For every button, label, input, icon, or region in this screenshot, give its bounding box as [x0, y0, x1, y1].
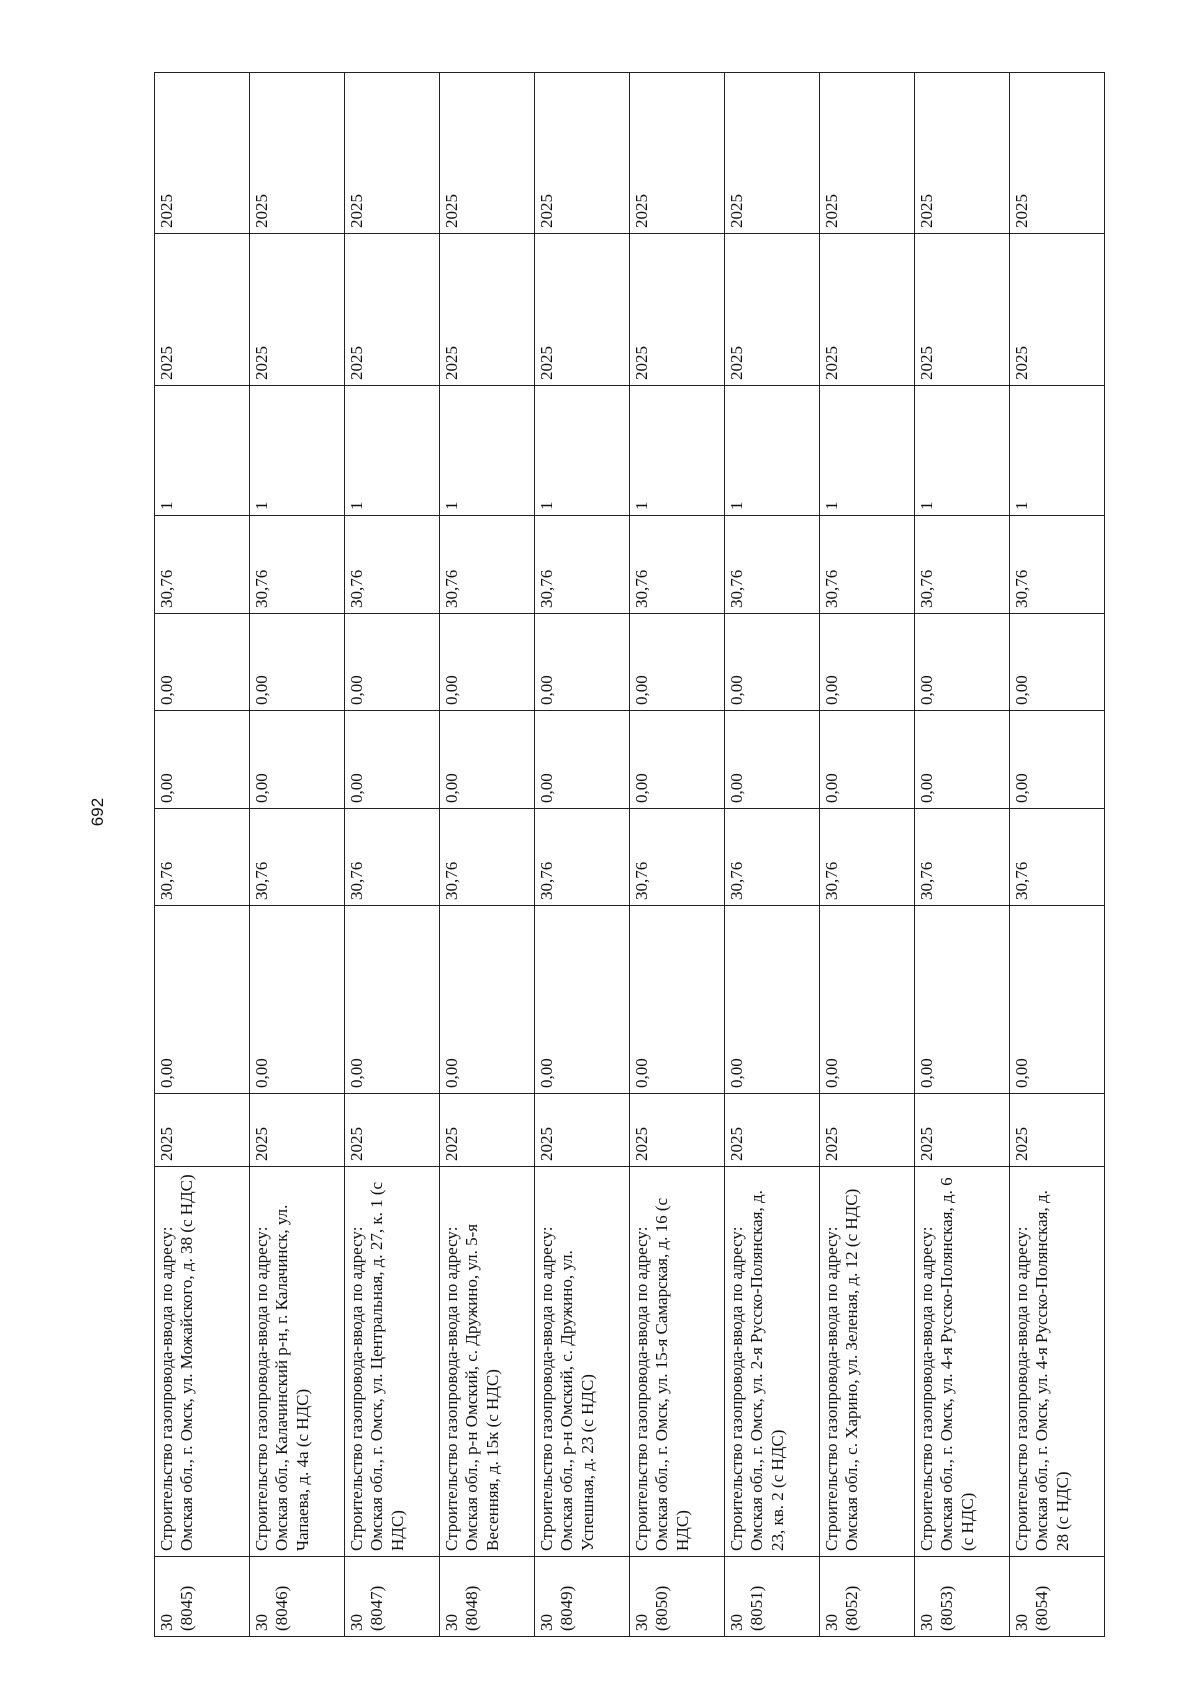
row-number-cell: 30 (8053) — [915, 1557, 1010, 1637]
year-cell-1: 2025 — [630, 234, 725, 386]
table-row — [1010, 73, 1105, 1637]
value-cell-5: 30,76 — [725, 516, 820, 614]
year-cell-2: 2025 — [345, 73, 440, 234]
table-row — [630, 73, 725, 1637]
project-name-cell: Строительство газопровода-ввода по адресу: Омская обл., г. Омск, ул. 2-я Русско-Полянская, д. 23, кв. 2 (с НДС) — [725, 1167, 820, 1557]
project-name-cell: Строительство газопровода-ввода по адресу: Омская обл., г. Омск, ул. 15-я Самарская, д. 16 (с НДС) — [630, 1167, 725, 1557]
quantity-cell: 1 — [155, 386, 250, 516]
value-cell-2: 30,76 — [915, 809, 1010, 906]
row-number-cell: 30 (8050) — [630, 1557, 725, 1637]
value-cell-3: 0,00 — [440, 711, 535, 809]
row-number-cell: 30 (8048) — [440, 1557, 535, 1637]
value-cell-1: 0,00 — [915, 906, 1010, 1094]
value-cell-5: 30,76 — [345, 516, 440, 614]
year-cell-2: 2025 — [250, 73, 345, 234]
start-year-cell: 2025 — [915, 1094, 1010, 1167]
project-name-cell: Строительство газопровода-ввода по адресу: Омская обл., р-н Омский, с. Дружино, ул. 5-я Весенняя, д. 15к (с НДС) — [440, 1167, 535, 1557]
value-cell-3: 0,00 — [820, 711, 915, 809]
year-cell-1: 2025 — [250, 234, 345, 386]
value-cell-4: 0,00 — [725, 614, 820, 711]
value-cell-4: 0,00 — [820, 614, 915, 711]
year-cell-1: 2025 — [535, 234, 630, 386]
start-year-cell: 2025 — [725, 1094, 820, 1167]
year-cell-2: 2025 — [440, 73, 535, 234]
value-cell-1: 0,00 — [820, 906, 915, 1094]
value-cell-2: 30,76 — [155, 809, 250, 906]
year-cell-2: 2025 — [915, 73, 1010, 234]
value-cell-5: 30,76 — [535, 516, 630, 614]
project-name-cell: Строительство газопровода-ввода по адресу: Омская обл., р-н Омский, с. Дружино, ул. Успешная, д. 23 (с НДС) — [535, 1167, 630, 1557]
table-row — [915, 73, 1010, 1637]
value-cell-5: 30,76 — [155, 516, 250, 614]
start-year-cell: 2025 — [820, 1094, 915, 1167]
value-cell-3: 0,00 — [1010, 711, 1105, 809]
value-cell-2: 30,76 — [250, 809, 345, 906]
table-row — [345, 73, 440, 1637]
value-cell-4: 0,00 — [915, 614, 1010, 711]
start-year-cell: 2025 — [440, 1094, 535, 1167]
row-number-cell: 30 (8051) — [725, 1557, 820, 1637]
value-cell-2: 30,76 — [630, 809, 725, 906]
quantity-cell: 1 — [1010, 386, 1105, 516]
row-number-cell: 30 (8047) — [345, 1557, 440, 1637]
value-cell-3: 0,00 — [725, 711, 820, 809]
value-cell-2: 30,76 — [820, 809, 915, 906]
value-cell-2: 30,76 — [535, 809, 630, 906]
value-cell-4: 0,00 — [345, 614, 440, 711]
value-cell-5: 30,76 — [440, 516, 535, 614]
quantity-cell: 1 — [345, 386, 440, 516]
value-cell-4: 0,00 — [630, 614, 725, 711]
value-cell-1: 0,00 — [535, 906, 630, 1094]
value-cell-3: 0,00 — [250, 711, 345, 809]
value-cell-3: 0,00 — [155, 711, 250, 809]
year-cell-2: 2025 — [820, 73, 915, 234]
value-cell-5: 30,76 — [1010, 516, 1105, 614]
value-cell-5: 30,76 — [250, 516, 345, 614]
year-cell-2: 2025 — [535, 73, 630, 234]
project-name-cell: Строительство газопровода-ввода по адресу: Омская обл., г. Омск, ул. Центральная, д. 27, к. 1 (с НДС) — [345, 1167, 440, 1557]
row-number-cell: 30 (8049) — [535, 1557, 630, 1637]
quantity-cell: 1 — [440, 386, 535, 516]
value-cell-1: 0,00 — [250, 906, 345, 1094]
value-cell-1: 0,00 — [155, 906, 250, 1094]
year-cell-2: 2025 — [725, 73, 820, 234]
value-cell-4: 0,00 — [250, 614, 345, 711]
document-table-frame — [154, 73, 1072, 1637]
year-cell-1: 2025 — [155, 234, 250, 386]
row-number-cell: 30 (8054) — [1010, 1557, 1105, 1637]
quantity-cell: 1 — [725, 386, 820, 516]
table-row — [535, 73, 630, 1637]
project-name-cell: Строительство газопровода-ввода по адресу: Омская обл., г. Омск, ул. 4-я Русско-Полянская, д. 28 (с НДС) — [1010, 1167, 1105, 1557]
year-cell-1: 2025 — [440, 234, 535, 386]
value-cell-3: 0,00 — [915, 711, 1010, 809]
value-cell-1: 0,00 — [345, 906, 440, 1094]
start-year-cell: 2025 — [155, 1094, 250, 1167]
project-name-cell: Строительство газопровода-ввода по адресу: Омская обл., г. Омск, ул. 4-я Русско-Полянская, д. 6 (с НДС) — [915, 1167, 1010, 1557]
table-row — [820, 73, 915, 1637]
quantity-cell: 1 — [820, 386, 915, 516]
value-cell-5: 30,76 — [630, 516, 725, 614]
year-cell-2: 2025 — [155, 73, 250, 234]
value-cell-4: 0,00 — [440, 614, 535, 711]
quantity-cell: 1 — [915, 386, 1010, 516]
value-cell-3: 0,00 — [630, 711, 725, 809]
table-row — [725, 73, 820, 1637]
quantity-cell: 1 — [630, 386, 725, 516]
year-cell-1: 2025 — [725, 234, 820, 386]
year-cell-1: 2025 — [820, 234, 915, 386]
row-number-cell: 30 (8052) — [820, 1557, 915, 1637]
start-year-cell: 2025 — [250, 1094, 345, 1167]
table-row — [155, 73, 250, 1637]
quantity-cell: 1 — [250, 386, 345, 516]
quantity-cell: 1 — [535, 386, 630, 516]
start-year-cell: 2025 — [535, 1094, 630, 1167]
project-name-cell: Строительство газопровода-ввода по адресу: Омская обл., с. Харино, ул. Зеленая, д. 12 (с НДС) — [820, 1167, 915, 1557]
value-cell-2: 30,76 — [725, 809, 820, 906]
year-cell-2: 2025 — [1010, 73, 1105, 234]
value-cell-3: 0,00 — [345, 711, 440, 809]
row-number-cell: 30 (8046) — [250, 1557, 345, 1637]
year-cell-2: 2025 — [630, 73, 725, 234]
row-number-cell: 30 (8045) — [155, 1557, 250, 1637]
value-cell-2: 30,76 — [345, 809, 440, 906]
project-name-cell: Строительство газопровода-ввода по адресу: Омская обл., г. Омск, ул. Можайского, д. 38 (с НДС) — [155, 1167, 250, 1557]
table-row — [440, 73, 535, 1637]
value-cell-2: 30,76 — [440, 809, 535, 906]
start-year-cell: 2025 — [345, 1094, 440, 1167]
value-cell-5: 30,76 — [915, 516, 1010, 614]
investment-table — [154, 72, 1105, 1637]
project-name-cell: Строительство газопровода-ввода по адресу: Омская обл., Калачинский р-н, г. Калачинск, ул. Чапаева, д. 4а (с НДС) — [250, 1167, 345, 1557]
value-cell-1: 0,00 — [440, 906, 535, 1094]
year-cell-1: 2025 — [345, 234, 440, 386]
start-year-cell: 2025 — [1010, 1094, 1105, 1167]
value-cell-4: 0,00 — [155, 614, 250, 711]
year-cell-1: 2025 — [1010, 234, 1105, 386]
start-year-cell: 2025 — [630, 1094, 725, 1167]
value-cell-1: 0,00 — [725, 906, 820, 1094]
page-number: 692 — [88, 797, 107, 827]
value-cell-3: 0,00 — [535, 711, 630, 809]
value-cell-4: 0,00 — [535, 614, 630, 711]
value-cell-1: 0,00 — [630, 906, 725, 1094]
year-cell-1: 2025 — [915, 234, 1010, 386]
table-body — [155, 73, 1105, 1637]
table-row — [250, 73, 345, 1637]
value-cell-4: 0,00 — [1010, 614, 1105, 711]
value-cell-2: 30,76 — [1010, 809, 1105, 906]
value-cell-5: 30,76 — [820, 516, 915, 614]
value-cell-1: 0,00 — [1010, 906, 1105, 1094]
